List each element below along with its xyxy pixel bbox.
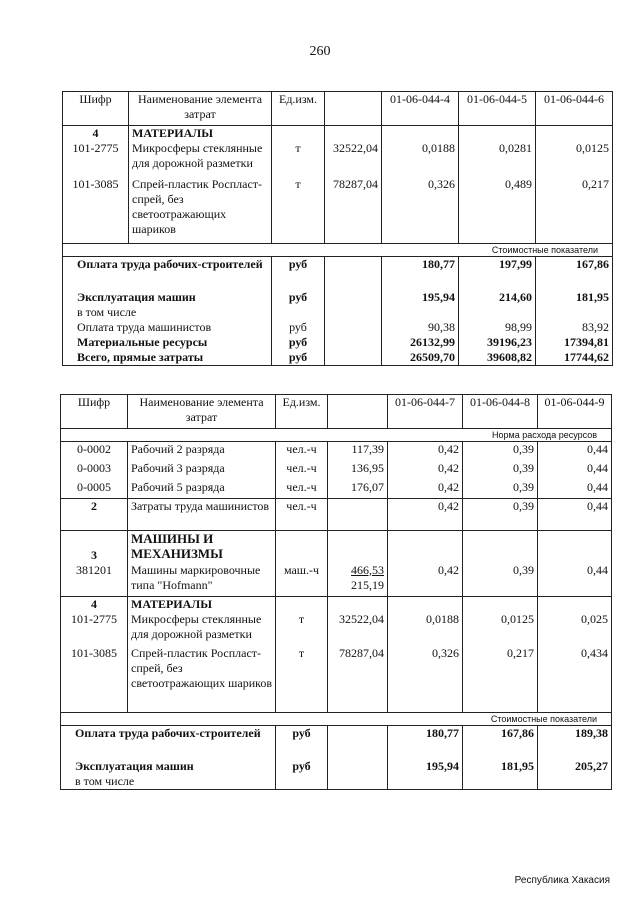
cost-value: 181,95 [536,290,613,305]
col-header-norm-1: 01-06-044-7 [388,395,463,429]
cost-value: 167,86 [536,256,613,290]
cost-value: 26132,99 [382,335,459,350]
cost-name: Оплата труда рабочих-строителей [61,725,276,759]
norm-value: 0,42 [388,442,463,461]
resource-price: 32522,04 [325,141,382,177]
col-header-unit: Ед.изм. [276,395,328,429]
norm-value: 0,44 [538,499,612,531]
table-row [61,646,612,712]
norm-value: 0,489 [459,177,536,243]
band-row [61,712,612,725]
resource-unit: т [276,646,328,712]
page-number: 260 [309,44,331,59]
resource-unit: т [276,612,328,646]
table-row [61,480,612,499]
col-header-norm-2: 01-06-044-8 [463,395,538,429]
cost-value: 98,99 [459,320,536,335]
table-row [61,612,612,646]
resource-code: 2 [61,499,128,531]
resource-code: 0-0005 [61,480,128,499]
resource-price: 176,07 [328,480,388,499]
cost-value: 180,77 [382,256,459,290]
cost-unit: руб [276,725,328,759]
resource-price [328,563,388,597]
cost-unit: руб [272,335,325,350]
resource-unit: чел.-ч [276,480,328,499]
section-row [61,531,612,563]
resource-unit: т [272,141,325,177]
resource-name: Микросферы стеклянные для дорожной разметки [129,141,272,177]
page-footer: Республика Хакасия [514,875,610,886]
table-header-row [61,395,612,429]
cost-value: 39608,82 [459,350,536,366]
cost-subrow [63,305,613,320]
resource-name: Машины маркировочные типа "Hofmann" [128,563,276,597]
cost-name: Эксплуатация машин [61,759,276,774]
band-row [63,243,613,256]
resource-unit: т [272,177,325,243]
resource-code: 381201 [61,563,128,597]
cost-unit: руб [276,759,328,774]
resource-code: 101-3085 [61,646,128,712]
table-row [61,461,612,480]
cost-value: 90,38 [382,320,459,335]
resource-table-2 [60,394,612,790]
norm-value: 0,326 [388,646,463,712]
cost-value: 167,86 [463,725,538,759]
cost-value: 83,92 [536,320,613,335]
resource-table-1 [62,91,613,366]
resource-code: 101-2775 [63,141,129,177]
cost-value: 195,94 [388,759,463,774]
resource-price: 32522,04 [328,612,388,646]
norm-value: 0,39 [463,563,538,597]
norm-value: 0,217 [463,646,538,712]
cost-value: 17744,62 [536,350,613,366]
price-labor: 215,19 [351,577,384,592]
cost-value: 195,94 [382,290,459,305]
resource-name: Микросферы стеклянные для дорожной разметки [128,612,276,646]
section-number: 3 [61,531,128,563]
norm-value: 0,44 [538,563,612,597]
col-header-norm-2: 01-06-044-5 [459,92,536,126]
resource-name: Рабочий 3 разряда [128,461,276,480]
resource-price: 78287,04 [325,177,382,243]
resource-unit: чел.-ч [276,499,328,531]
table-row [61,499,612,531]
resource-code: 101-3085 [63,177,129,243]
table-row [61,442,612,461]
cost-sub-label: в том числе [63,305,272,320]
resource-code: 101-2775 [61,612,128,646]
norm-value: 0,217 [536,177,613,243]
cost-value: 181,95 [463,759,538,774]
section-number: 4 [61,597,128,613]
norm-value: 0,434 [538,646,612,712]
cost-value: 189,38 [538,725,612,759]
col-header-price [325,92,382,126]
cost-row [63,290,613,305]
col-header-norm-3: 01-06-044-9 [538,395,612,429]
norm-value: 0,42 [388,563,463,597]
resource-price: 136,95 [328,461,388,480]
resource-name: Затраты труда машинистов [128,499,276,531]
cost-value: 197,99 [459,256,536,290]
cost-value: 17394,81 [536,335,613,350]
table-row [63,177,613,243]
band-label-norms: Норма расхода ресурсов [61,429,612,442]
section-row [61,597,612,613]
section-row [63,126,613,142]
norm-value: 0,326 [382,177,459,243]
section-title: МАТЕРИАЛЫ [129,126,272,142]
table-header-row [63,92,613,126]
resource-name: Спрей-пластик Роспласт-спрей, без светоотражающих шариков [128,646,276,712]
resource-name: Рабочий 2 разряда [128,442,276,461]
table-row [63,141,613,177]
resource-unit: чел.-ч [276,461,328,480]
norm-value: 0,39 [463,461,538,480]
cost-subrow [61,774,612,790]
norm-value: 0,0125 [536,141,613,177]
col-header-code: Шифр [61,395,128,429]
cost-name: Материальные ресурсы [63,335,272,350]
norm-value: 0,39 [463,442,538,461]
cost-name: Эксплуатация машин [63,290,272,305]
norm-value: 0,0188 [388,612,463,646]
col-header-name: Наименование элемента затрат [128,395,276,429]
band-label-costs: Стоимостные показатели [63,243,613,256]
cost-value: 205,27 [538,759,612,774]
cost-row [63,320,613,335]
cost-unit: руб [272,290,325,305]
resource-price: 117,39 [328,442,388,461]
norm-value: 0,39 [463,480,538,499]
cost-name: Всего, прямые затраты [63,350,272,366]
norm-value: 0,44 [538,480,612,499]
norm-value: 0,42 [388,480,463,499]
col-header-norm-1: 01-06-044-4 [382,92,459,126]
cost-unit: руб [272,350,325,366]
cost-name: Оплата труда рабочих-строителей [63,256,272,290]
cost-unit: руб [272,256,325,290]
norm-value: 0,0125 [463,612,538,646]
resource-unit: чел.-ч [276,442,328,461]
cost-value: 180,77 [388,725,463,759]
resource-name: Спрей-пластик Роспласт-спрей, без светоотражающих шариков [129,177,272,243]
cost-row [63,256,613,290]
cost-row [61,725,612,759]
cost-row [61,759,612,774]
resource-name: Рабочий 5 разряда [128,480,276,499]
norm-value: 0,025 [538,612,612,646]
cost-value: 214,60 [459,290,536,305]
norm-value: 0,42 [388,499,463,531]
resource-code: 0-0003 [61,461,128,480]
table-row [61,563,612,597]
cost-sub-label: в том числе [61,774,276,790]
cost-name: Оплата труда машинистов [63,320,272,335]
section-number: 4 [63,126,129,142]
norm-value: 0,44 [538,442,612,461]
cost-value: 26509,70 [382,350,459,366]
price-main: 466,53 [351,562,384,577]
resource-code: 0-0002 [61,442,128,461]
cost-value: 39196,23 [459,335,536,350]
cost-row [63,350,613,366]
col-header-code: Шифр [63,92,129,126]
norm-value: 0,0188 [382,141,459,177]
band-row [61,429,612,442]
cost-unit: руб [272,320,325,335]
norm-value: 0,0281 [459,141,536,177]
norm-value: 0,44 [538,461,612,480]
resource-price: 78287,04 [328,646,388,712]
norm-value: 0,39 [463,499,538,531]
col-header-unit: Ед.изм. [272,92,325,126]
cost-row [63,335,613,350]
section-title: МАТЕРИАЛЫ [128,597,276,613]
band-label-costs: Стоимостные показатели [61,712,612,725]
resource-unit: маш.-ч [276,563,328,597]
section-title: МАШИНЫ И МЕХАНИЗМЫ [128,531,276,563]
col-header-norm-3: 01-06-044-6 [536,92,613,126]
col-header-price [328,395,388,429]
norm-value: 0,42 [388,461,463,480]
col-header-name: Наименование элемента затрат [129,92,272,126]
